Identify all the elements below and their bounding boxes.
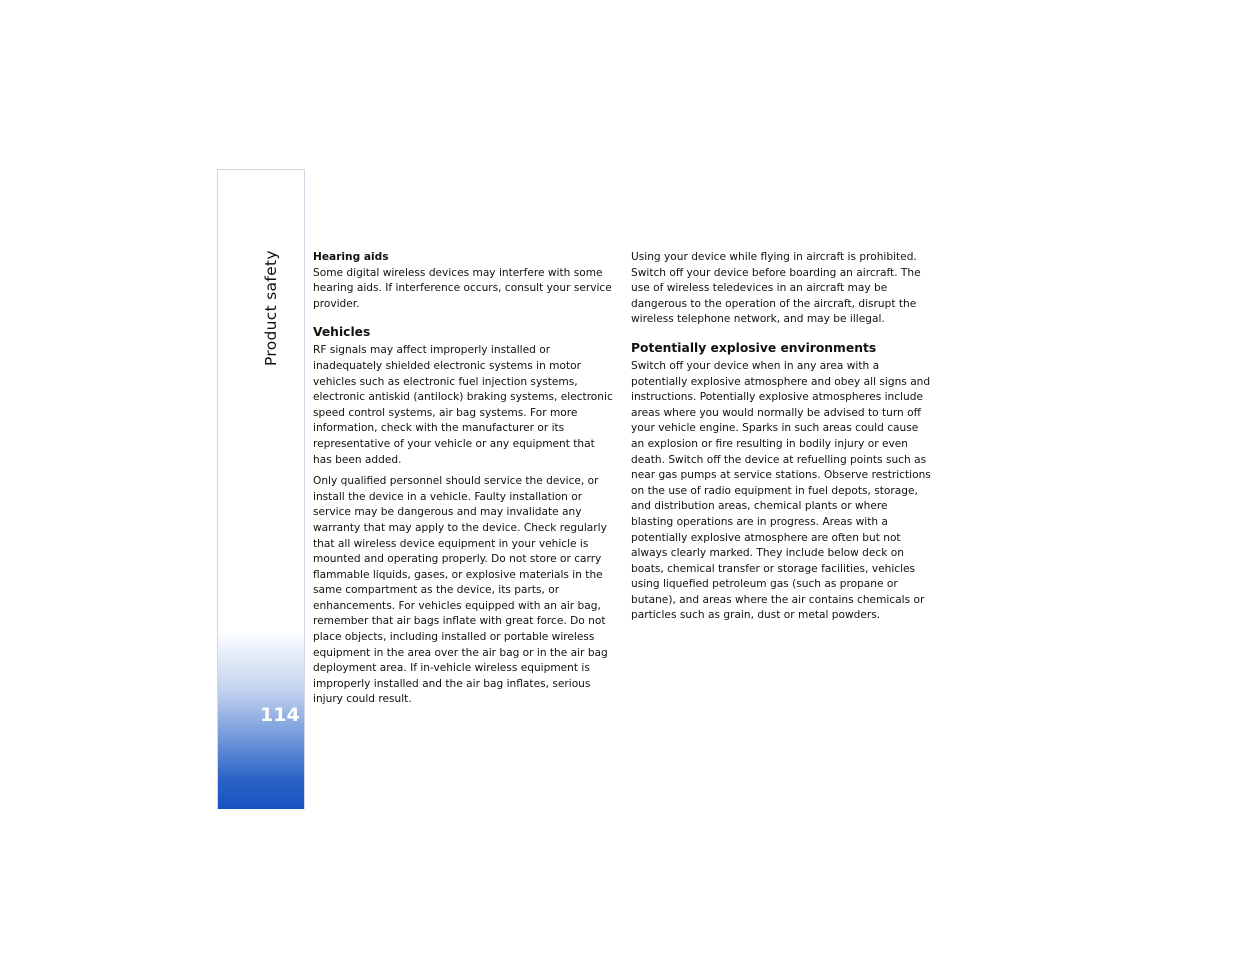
right-column bbox=[631, 250, 931, 630]
hearing-aids-heading: Hearing aids bbox=[313, 251, 389, 263]
vehicles-heading: Vehicles bbox=[313, 325, 371, 340]
aircraft-paragraph: Using your device while flying in aircraft is prohibited. Switch off your device before boarding an aircraft. The use of wireless teledevices in an aircraft may be dangerous to the operation of the aircraft, disrupt the wireless telephone network, and may be illegal. bbox=[631, 251, 921, 326]
section-title: Product safety bbox=[262, 250, 280, 366]
explosive-paragraph: Switch off your device when in any area with a potentially explosive atmosphere and obey all signs and instructions. Potentially explosive atmospheres include areas where you would normally be advised to turn off your vehicle engine. Sparks in such areas could cause an explosion or fire resulting in bodily injury or even death. Switch off the device at refuelling points such as near gas pumps at service stations. Observe restrictions on the use of radio equipment in fuel depots, storage, and distribution areas, chemical plants or where blasting operations are in progress. Areas with a potentially explosive atmosphere are often but not always clearly marked. They include below deck on boats, chemical transfer or storage facilities, vehicles using liquefied petroleum gas (such as propane or butane), and areas where the air contains chemicals or particles such as grain, dust or metal powders. bbox=[631, 359, 931, 622]
page-number: 114 bbox=[260, 704, 300, 726]
vehicles-paragraph-2: Only qualified personnel should service the device, or install the device in a vehicle. Faulty installation or service may be dangerous and may invalidate any warranty that may apply to the device. Check regularly that all wireless device equipment in your vehicle is mounted and operating properly. Do not store or carry flammable liquids, gases, or explosive materials in the same compartment as the device, its parts, or enhancements. For vehicles equipped with an air bag, remember that air bags inflate with great force. Do not place objects, including installed or portable wireless equipment in the area over the air bag or in the air bag deployment area. If in-vehicle wireless equipment is improperly installed and the air bag inflates, serious injury could result. bbox=[313, 475, 608, 706]
explosive-heading: Potentially explosive environments bbox=[631, 340, 877, 355]
vehicles-paragraph-1: RF signals may affect improperly installed or inadequately shielded electronic systems in motor vehicles such as electronic fuel injection systems, electronic antiskid (antilock) braking systems, electronic speed control systems, air bag systems. For more information, check with the manufacturer or its representative of your vehicle or any equipment that has been added. bbox=[313, 344, 613, 466]
hearing-aids-paragraph: Some digital wireless devices may interfere with some hearing aids. If interference occurs, consult your service provider. bbox=[313, 266, 612, 310]
left-column bbox=[313, 250, 613, 714]
